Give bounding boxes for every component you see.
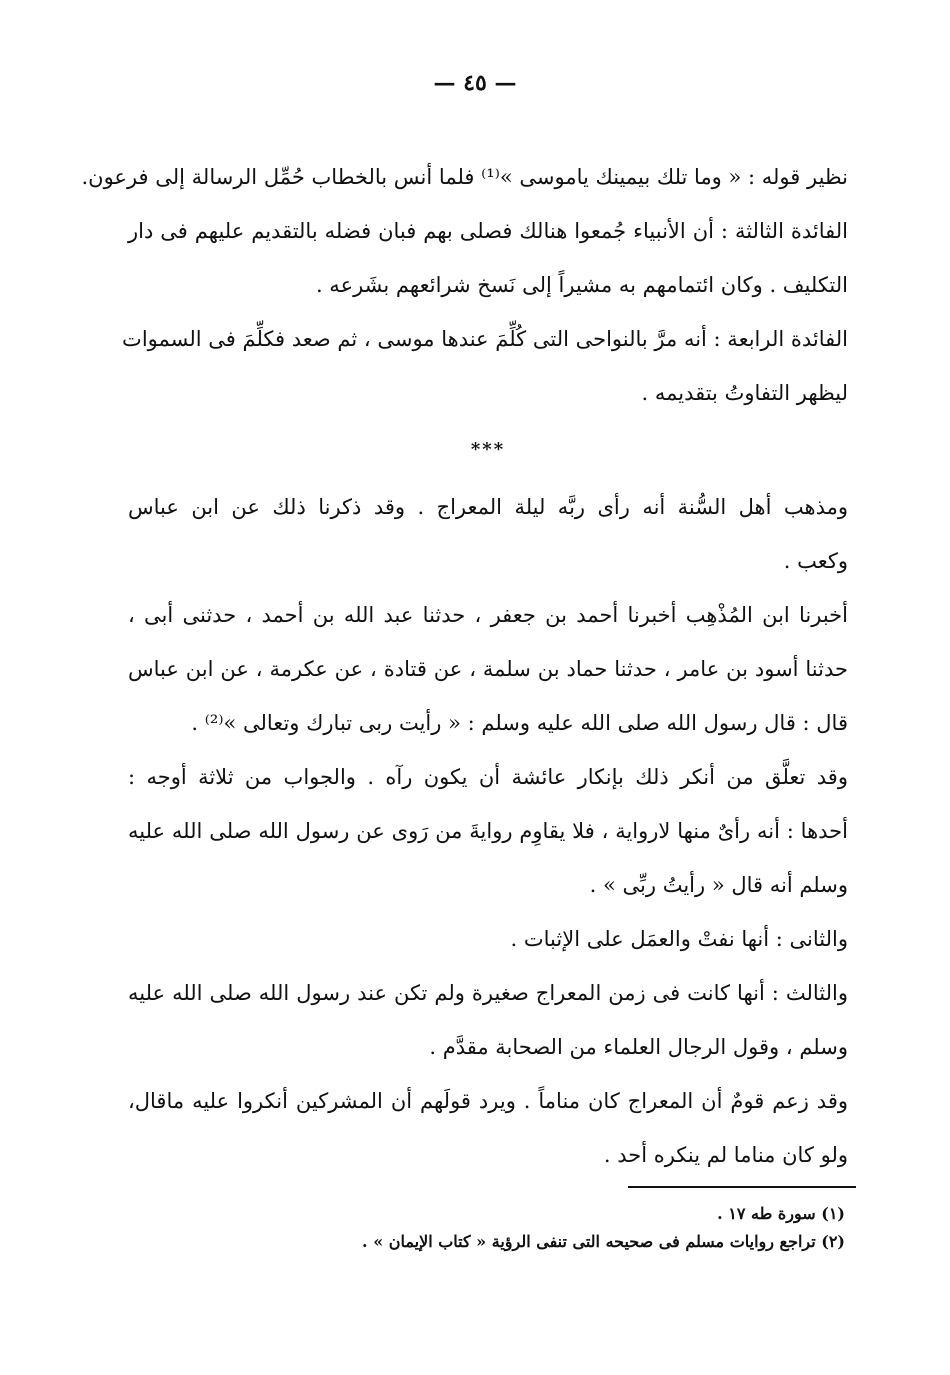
section-separator: ***	[470, 439, 506, 460]
footnote: (١) سورة طه ١٧ .	[717, 1204, 845, 1223]
text-line: ليظهر التفاوتُ بتقديمه .	[641, 381, 848, 405]
text-line: وقد تعلَّق من أنكر ذلك بإنكار عائشة أن يكون رآه . والجواب من ثلاثة أوجه :	[128, 765, 848, 789]
text-line: وكعب .	[783, 549, 848, 573]
page-number: — ٤٥ —	[433, 70, 517, 96]
text-line: وقد زعم قومٌ أن المعراج كان مناماً . ويرد قولَهم أن المشركين أنكروا عليه ماقال،	[128, 1089, 848, 1113]
text-line: قال : قال رسول الله صلى الله عليه وسلم : « رأيت ربى تبارك وتعالى »⁽²⁾ .	[191, 711, 848, 735]
text-line: أحدها : أنه رأىٌ منها لارواية ، فلا يقاوِم روايةَ من رَوى عن رسول الله صلى الله عليه	[128, 819, 848, 843]
body-text	[81, 150, 848, 1182]
text-line: حدثنا أسود بن عامر ، حدثنا حماد بن سلمة ، عن قتادة ، عن عكرمة ، عن ابن عباس	[128, 657, 848, 681]
footnote: (٢) تراجع روايات مسلم فى صحيحه التى تنفى الرؤية « كتاب الإيمان » .	[362, 1232, 845, 1251]
text-line: الفائدة الرابعة : أنه مرَّ بالنواحى التى كُلِّمَ عندها موسى ، ثم صعد فكلِّمَ فى السموات	[122, 327, 848, 351]
text-line: وسلم أنه قال « رأيتُ ربِّى » .	[589, 873, 848, 897]
text-line: التكليف . وكان ائتمامهم به مشيراً إلى نَسخ شرائعهم بشَرعه .	[315, 273, 848, 297]
text-line: ومذهب أهل السُّنة أنه رأى ربَّه ليلة المعراج . وقد ذكرنا ذلك عن ابن عباس	[128, 495, 848, 519]
text-line: نظير قوله : « وما تلك بيمينك ياموسى »⁽¹⁾ فلما أنس بالخطاب حُمِّل الرسالة إلى فرعون.	[81, 165, 848, 189]
text-line: وسلم ، وقول الرجال العلماء من الصحابة مقدَّم .	[429, 1035, 848, 1059]
text-line: والثانى : أنها نفتْ والعمَل على الإثبات .	[510, 927, 848, 951]
text-line: ولو كان مناما لم ينكره أحد .	[603, 1143, 848, 1167]
text-line: والثالث : أنها كانت فى زمن المعراج صغيرة ولم تكن عند رسول الله صلى الله عليه	[128, 981, 848, 1005]
footnotes	[300, 1200, 845, 1256]
text-line: أخبرنا ابن المُذْهِب أخبرنا أحمد بن جعفر ، حدثنا عبد الله بن أحمد ، حدثنى أبى ،	[128, 603, 848, 627]
text-line: الفائدة الثالثة : أن الأنبياء جُمعوا هنالك فصلى بهم فبان فضله بالتقديم عليهم فى دار	[128, 219, 848, 243]
footnote-divider	[628, 1186, 856, 1188]
